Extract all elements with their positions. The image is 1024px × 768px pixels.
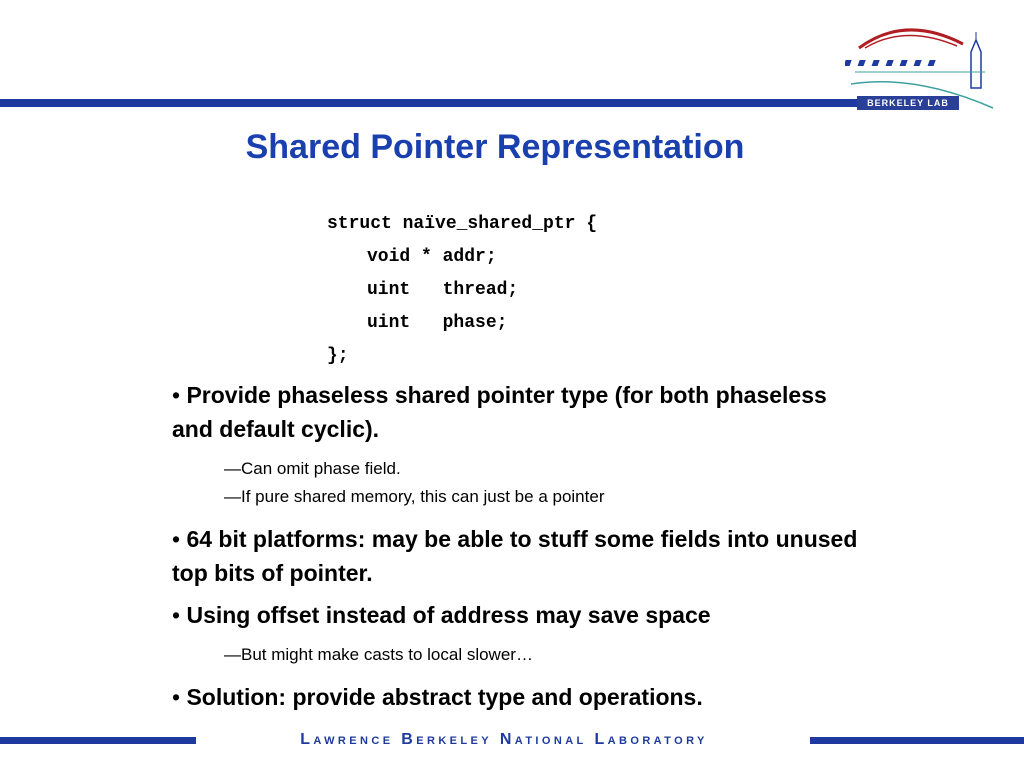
bullet-marker: • [172, 382, 181, 408]
bullet-text: Using offset instead of address may save space [186, 602, 711, 628]
footer-lab-name: Lawrence Berkeley National Laboratory [300, 731, 708, 748]
bullet-item [172, 598, 872, 632]
sub-bullet-item: —Can omit phase field. [224, 459, 401, 478]
bullet-marker: • [172, 526, 181, 552]
header-rule [0, 99, 860, 107]
bullet-text: Solution: provide abstract type and operations. [186, 684, 703, 710]
bullet-item [172, 522, 872, 590]
code-line: uint phase; [367, 313, 508, 333]
sub-bullet-item: —But might make casts to local slower… [224, 645, 533, 664]
bullet-text: Provide phaseless shared pointer type (for both phaseless and default cyclic). [172, 382, 827, 442]
logo-label: BERKELEY LAB [857, 96, 959, 110]
code-line: uint thread; [367, 280, 519, 300]
code-line: }; [327, 346, 349, 366]
code-block [327, 210, 597, 375]
sub-bullet-item: —If pure shared memory, this can just be a pointer [224, 487, 605, 506]
code-line: struct naïve_shared_ptr { [327, 214, 598, 234]
bullet-marker: • [172, 602, 181, 628]
bullet-text: 64 bit platforms: may be able to stuff some fields into unused top bits of pointer. [172, 526, 858, 586]
footer-rule-left [0, 737, 196, 744]
bullet-item [172, 680, 872, 714]
footer-rule-right [810, 737, 1024, 744]
page-title: Shared Pointer Representation [245, 128, 745, 166]
bullet-item [172, 378, 872, 446]
code-line: void * addr; [367, 247, 497, 267]
bullet-marker: • [172, 684, 181, 710]
bullet-list [172, 378, 872, 714]
